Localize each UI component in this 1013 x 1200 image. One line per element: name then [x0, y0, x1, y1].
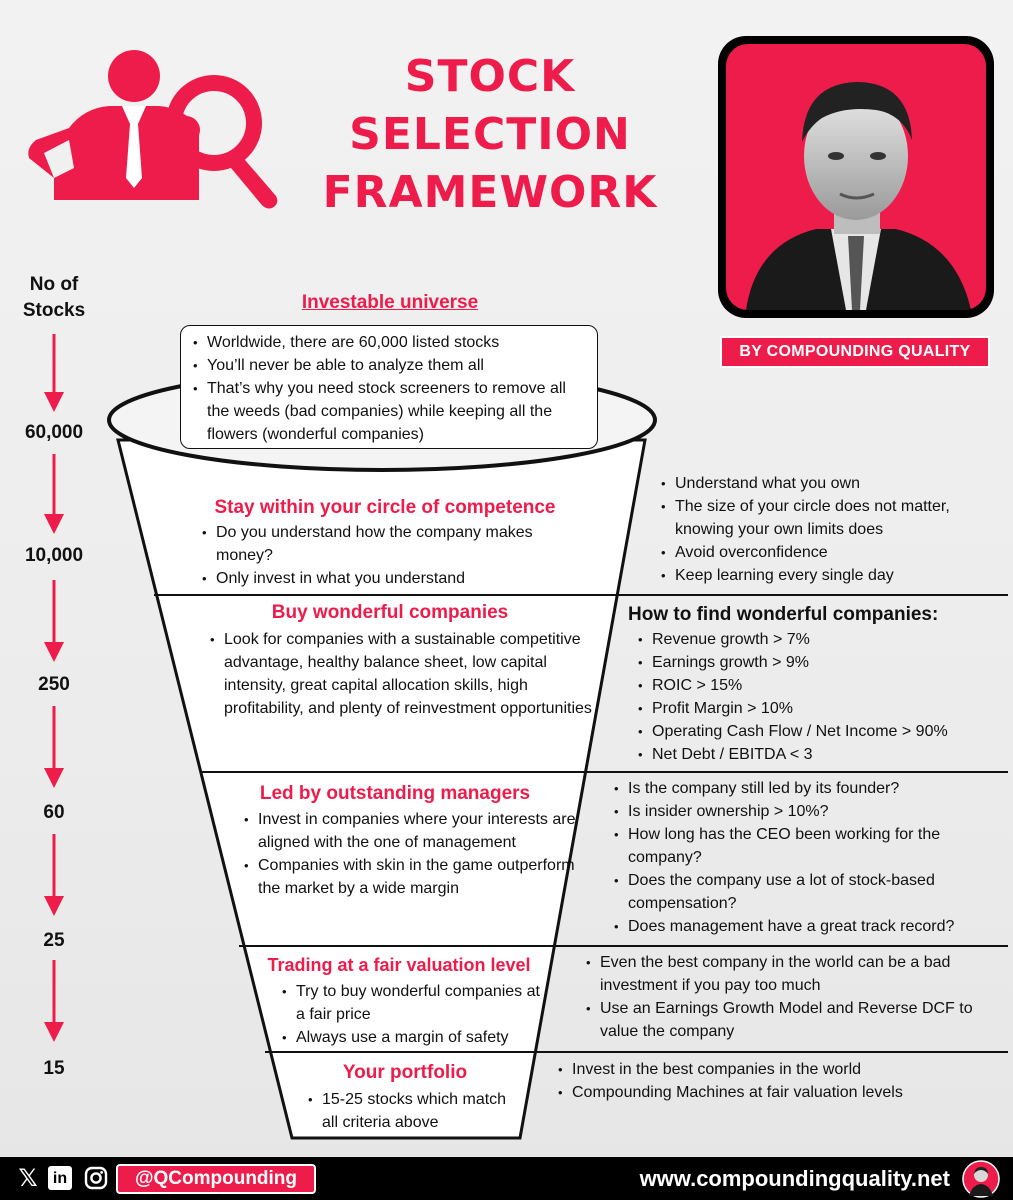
- title-line-3: FRAMEWORK: [322, 167, 658, 218]
- section-title-portfolio: Your portfolio: [342, 1062, 468, 1083]
- list-item: • Earnings growth > 9%: [636, 651, 1006, 674]
- section-bullets-portfolio: [306, 1088, 526, 1134]
- list-item: • Invest in the best companies in the world: [556, 1058, 996, 1081]
- instagram-icon[interactable]: [84, 1166, 108, 1190]
- list-item: • Avoid overconfidence: [659, 541, 999, 564]
- list-item: • Does management have a great track record?: [612, 915, 1008, 938]
- list-item: • Look for companies with a sustainable competitive advantage, healthy balance sheet, low capital intensity, great capital allocation skills, high profitability, and plenty of reinvestment opportunities: [208, 628, 603, 720]
- list-item: • Companies with skin in the game outperform the market by a wide margin: [242, 854, 582, 900]
- list-item: • Is insider ownership > 10%?: [612, 800, 1008, 823]
- section-bullets-valuation: [280, 980, 550, 1049]
- section-bullets-managers: [242, 808, 582, 900]
- count-10000: 10,000: [24, 545, 84, 566]
- website-link[interactable]: www.compoundingquality.net: [639, 1166, 950, 1191]
- title-line-1: STOCK: [404, 51, 576, 102]
- list-item: • Understand what you own: [659, 472, 999, 495]
- universe-box: [180, 325, 598, 449]
- count-heading-line1: No of: [29, 274, 79, 295]
- list-item: • 15-25 stocks which match all criteria above: [306, 1088, 526, 1134]
- list-item: • Always use a margin of safety: [280, 1026, 550, 1049]
- list-item: • Worldwide, there are 60,000 listed stocks: [191, 331, 587, 354]
- universe-bullets: [191, 331, 587, 446]
- section-bullets-competence: [200, 521, 580, 590]
- right-bullets-wonderful: [636, 628, 1006, 766]
- list-item: • Do you understand how the company makes money?: [200, 521, 580, 567]
- section-title-competence: Stay within your circle of competence: [214, 497, 556, 518]
- list-item: • How long has the CEO been working for the company?: [612, 823, 1008, 869]
- list-item: • Is the company still led by its founder?: [612, 777, 1008, 800]
- list-item: • Compounding Machines at fair valuation levels: [556, 1081, 996, 1104]
- universe-title: Investable universe: [301, 292, 479, 313]
- list-item: • Keep learning every single day: [659, 564, 999, 587]
- list-item: • Does the company use a lot of stock-based compensation?: [612, 869, 1008, 915]
- section-title-wonderful: Buy wonderful companies: [271, 602, 509, 623]
- list-item: • Only invest in what you understand: [200, 567, 580, 590]
- section-bullets-wonderful: [208, 628, 603, 720]
- list-item: • Invest in companies where your interests are aligned with the one of management: [242, 808, 582, 854]
- social-handle[interactable]: @QCompounding: [116, 1164, 316, 1194]
- list-item: • Even the best company in the world can be a bad investment if you pay too much: [584, 951, 994, 997]
- right-title-wonderful: How to find wonderful companies:: [628, 604, 939, 625]
- avatar-icon: [962, 1160, 1000, 1198]
- section-title-managers: Led by outstanding managers: [259, 783, 531, 804]
- count-250: 250: [38, 674, 70, 695]
- right-bullets-portfolio: [556, 1058, 996, 1104]
- byline-badge: BY COMPOUNDING QUALITY: [720, 336, 990, 368]
- count-60: 60: [43, 802, 65, 823]
- list-item: • Net Debt / EBITDA < 3: [636, 743, 1006, 766]
- list-item: • Operating Cash Flow / Net Income > 90%: [636, 720, 1006, 743]
- list-item: • Try to buy wonderful companies at a fair price: [280, 980, 550, 1026]
- list-item: • Revenue growth > 7%: [636, 628, 1006, 651]
- right-bullets-competence: [659, 472, 999, 587]
- title-line-2: SELECTION: [349, 109, 631, 160]
- list-item: • That’s why you need stock screeners to remove all the weeds (bad companies) while keeping all the flowers (wonderful companies): [191, 377, 587, 446]
- linkedin-icon[interactable]: in: [48, 1166, 72, 1190]
- list-item: • The size of your circle does not matter, knowing your own limits does: [659, 495, 999, 541]
- x-icon[interactable]: 𝕏: [18, 1165, 38, 1192]
- list-item: • ROIC > 15%: [636, 674, 1006, 697]
- section-title-valuation: Trading at a fair valuation level: [267, 955, 531, 975]
- count-heading-line2: Stocks: [22, 300, 86, 321]
- count-25: 25: [43, 930, 65, 951]
- list-item: • Profit Margin > 10%: [636, 697, 1006, 720]
- count-15: 15: [43, 1058, 65, 1079]
- list-item: • Use an Earnings Growth Model and Reverse DCF to value the company: [584, 997, 994, 1043]
- right-bullets-managers: [612, 777, 1008, 938]
- count-60000: 60,000: [24, 422, 84, 443]
- right-bullets-valuation: [584, 951, 994, 1043]
- list-item: • You’ll never be able to analyze them all: [191, 354, 587, 377]
